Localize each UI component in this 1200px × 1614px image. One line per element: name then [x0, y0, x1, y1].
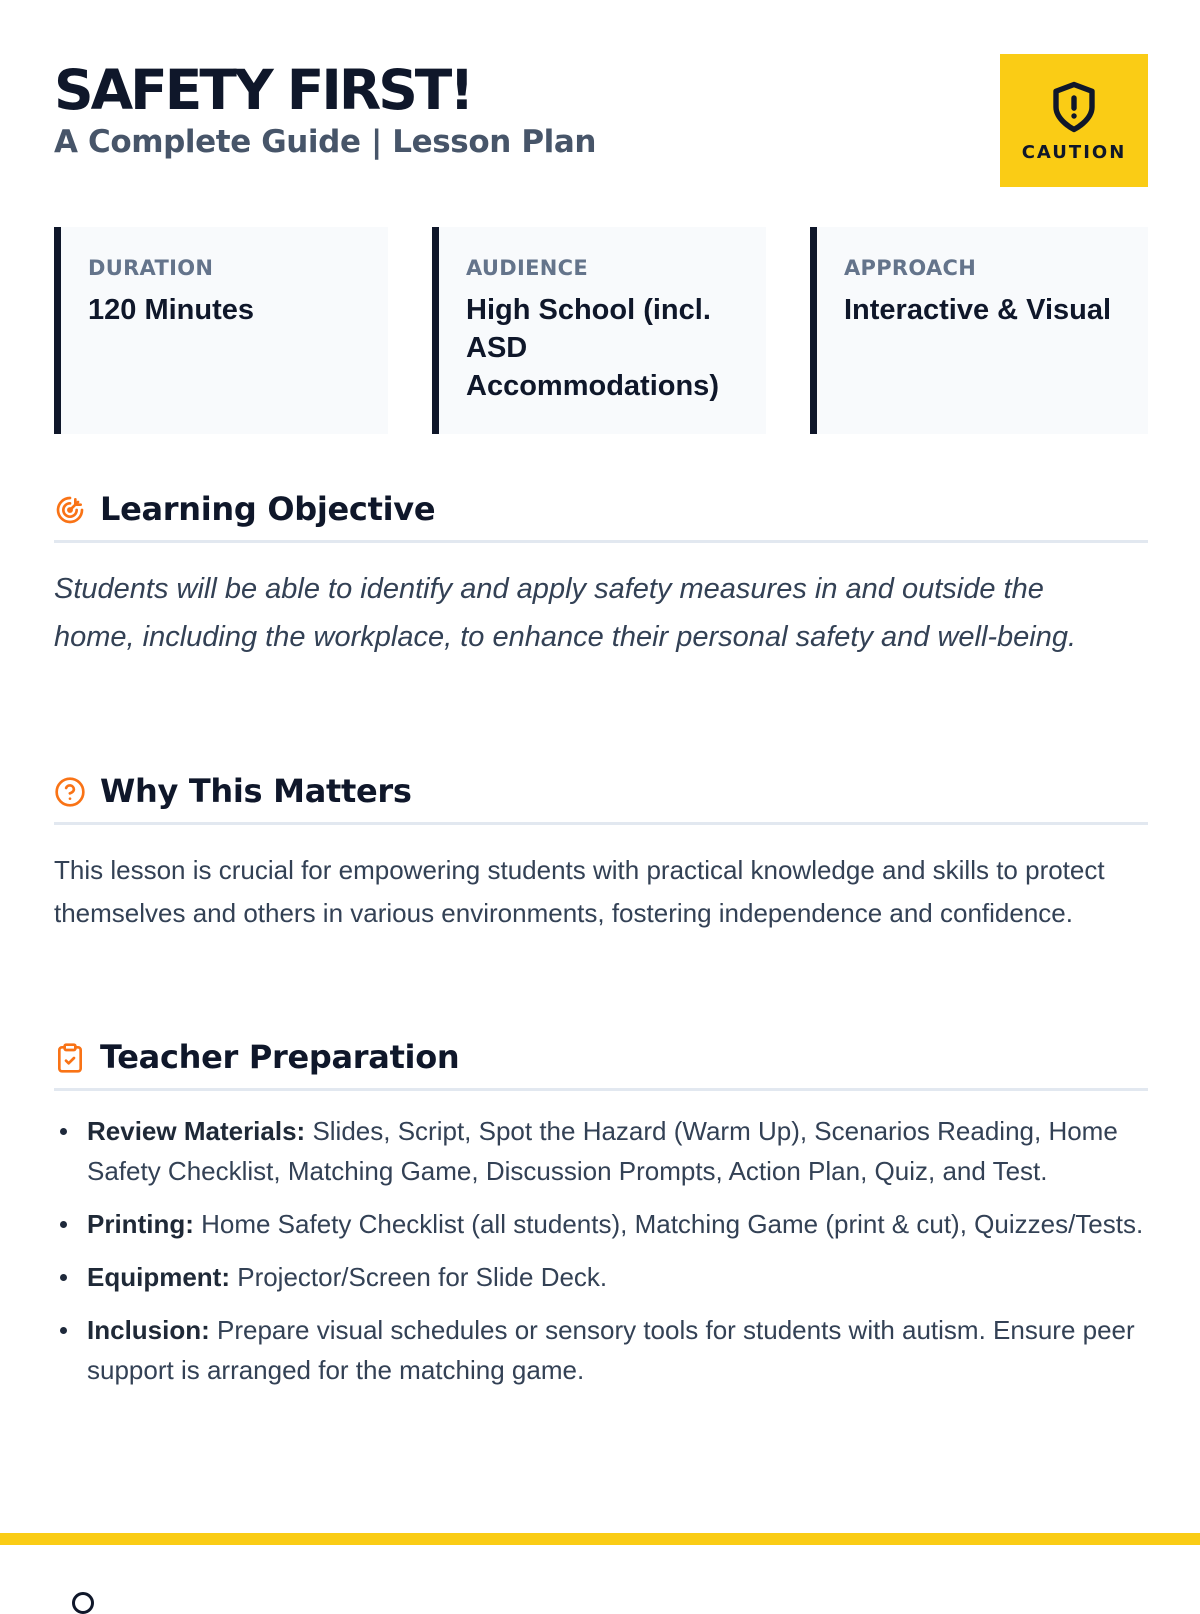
card-value: 120 Minutes	[88, 294, 254, 326]
page-title: SAFETY FIRST!	[54, 58, 472, 122]
preparation-list	[54, 1111, 1148, 1390]
item-text: Projector/Screen for Slide Deck.	[230, 1262, 608, 1292]
item-text: Home Safety Checklist (all students), Matching Game (print & cut), Quizzes/Tests.	[193, 1209, 1144, 1239]
section-why-this-matters	[54, 766, 1148, 935]
section-header	[54, 766, 1148, 825]
list-item	[87, 1310, 1148, 1390]
next-section-icon	[72, 1592, 94, 1614]
item-label: Equipment:	[87, 1262, 230, 1292]
card-label: AUDIENCE	[466, 256, 588, 280]
list-item	[87, 1204, 1148, 1244]
header	[54, 58, 1148, 188]
footer-accent-bar	[0, 1533, 1200, 1545]
item-text: Prepare visual schedules or sensory tools for students with autism. Ensure peer support is arranged for the matching game.	[87, 1315, 1135, 1385]
list-item	[87, 1257, 1148, 1297]
info-cards	[54, 227, 1148, 434]
shield-alert-icon	[1047, 76, 1101, 138]
section-title: Learning Objective	[100, 490, 436, 528]
section-title: Why This Matters	[100, 772, 412, 810]
clipboard-check-icon	[54, 1042, 86, 1074]
section-header	[54, 484, 1148, 543]
card-duration	[54, 227, 388, 434]
caution-label: CAUTION	[1021, 142, 1127, 163]
item-label: Review Materials:	[87, 1116, 306, 1146]
card-label: DURATION	[88, 256, 214, 280]
card-value: Interactive & Visual	[844, 294, 1112, 326]
question-circle-icon	[54, 776, 86, 808]
objective-text: Students will be able to identify and apply safety measures in and outside the home, including the workplace, to enhance their personal safety and well-being.	[54, 573, 1077, 653]
item-label: Inclusion:	[87, 1315, 210, 1345]
item-label: Printing:	[87, 1209, 194, 1239]
card-audience	[432, 227, 766, 434]
card-approach	[810, 227, 1148, 434]
caution-badge	[1000, 54, 1148, 187]
card-value: High School (incl. ASD Accommodations)	[466, 294, 719, 402]
section-learning-objective	[54, 484, 1148, 661]
section-teacher-preparation	[54, 1032, 1148, 1403]
why-text: This lesson is crucial for empowering students with practical knowledge and skills to protect themselves and others in various environments, fostering independence and confidence.	[54, 855, 1105, 928]
section-header	[54, 1032, 1148, 1091]
card-label: APPROACH	[844, 256, 977, 280]
item-text: Slides, Script, Spot the Hazard (Warm Up), Scenarios Reading, Home Safety Checklist, Matching Game, Discussion Prompts, Action Plan, Quiz, and Test.	[87, 1116, 1118, 1186]
list-item	[87, 1111, 1148, 1191]
target-icon	[54, 494, 86, 526]
section-title: Teacher Preparation	[100, 1038, 460, 1076]
page-subtitle: A Complete Guide | Lesson Plan	[54, 124, 597, 160]
